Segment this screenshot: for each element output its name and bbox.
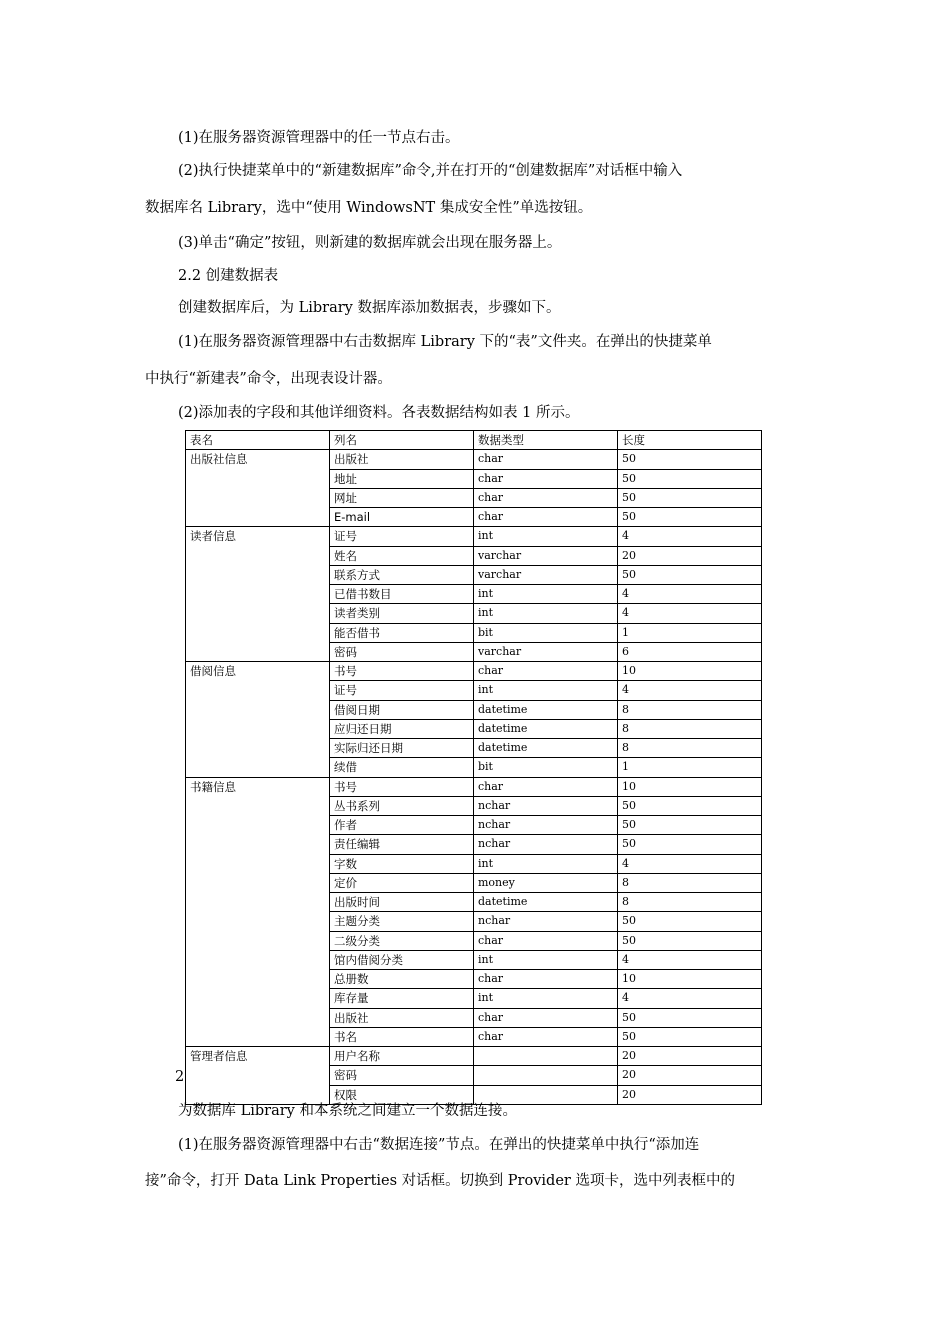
paragraph-connection-step1: (1)在服务器资源管理器中右击“数据连接”节点。在弹出的快捷菜单中执行“添加连 [178,1137,700,1153]
paragraph-create-table-step2: (2)添加表的字段和其他详细资料。各表数据结构如表 1 所示。 [178,405,580,421]
paragraph-step2-continued: 数据库名 Library，选中“使用 WindowsNT 集成安全性”单选按钮。 [145,200,593,216]
data-type-cell: char [474,931,618,950]
length-cell: 50 [618,450,762,469]
column-name-cell: 出版社 [330,1008,474,1027]
length-cell: 20 [618,546,762,565]
data-type-cell: int [474,989,618,1008]
data-type-cell: int [474,585,618,604]
table-row [186,1047,762,1066]
length-cell: 1 [618,623,762,642]
column-name-cell: 总册数 [330,970,474,989]
data-type-cell: char [474,1008,618,1027]
table-row [186,450,762,469]
column-name-cell: 借阅日期 [330,700,474,719]
length-cell: 50 [618,565,762,584]
length-cell: 20 [618,1047,762,1066]
paragraph-connection-step1-continued: 接”命令，打开 Data Link Properties 对话框。切换到 Provider 选项卡，选中列表框中的 [145,1173,735,1189]
schema-table [185,430,762,1105]
table-name-cell: 读者信息 [186,527,330,662]
column-name-cell: 馆内借阅分类 [330,950,474,969]
paragraph-data-connection: 为数据库 Library 和本系统之间建立一个数据连接。 [178,1103,517,1119]
table-row [186,527,762,546]
column-name-cell: E-mail [330,508,474,527]
stray-page-number: 2 [175,1069,185,1085]
length-cell: 50 [618,912,762,931]
data-type-cell: nchar [474,835,618,854]
length-cell: 50 [618,931,762,950]
data-type-cell: nchar [474,796,618,815]
data-type-cell: money [474,873,618,892]
data-type-cell: datetime [474,700,618,719]
column-name-cell: 出版社 [330,450,474,469]
data-type-cell: nchar [474,816,618,835]
length-cell: 4 [618,950,762,969]
column-name-cell: 责任编辑 [330,835,474,854]
length-cell: 4 [618,604,762,623]
length-cell: 20 [618,1085,762,1104]
length-cell: 50 [618,796,762,815]
length-cell: 1 [618,758,762,777]
table-name-cell: 书籍信息 [186,777,330,1047]
column-name-cell: 书号 [330,662,474,681]
column-name-cell: 用户名称 [330,1047,474,1066]
length-cell: 4 [618,681,762,700]
length-cell: 50 [618,488,762,507]
column-name-cell: 读者类别 [330,604,474,623]
table-name-cell: 管理者信息 [186,1047,330,1105]
section-heading-create-table: 2.2 创建数据表 [178,268,279,284]
length-cell: 4 [618,989,762,1008]
length-cell: 20 [618,1066,762,1085]
column-name-cell: 密码 [330,1066,474,1085]
data-type-cell: datetime [474,719,618,738]
length-cell: 8 [618,739,762,758]
length-cell: 8 [618,893,762,912]
column-name-cell: 密码 [330,642,474,661]
paragraph-create-table-intro: 创建数据库后，为 Library 数据库添加数据表，步骤如下。 [178,300,561,316]
length-cell: 8 [618,873,762,892]
column-name-cell: 字数 [330,854,474,873]
data-type-cell: varchar [474,546,618,565]
table-name-cell: 出版社信息 [186,450,330,527]
column-name-cell: 续借 [330,758,474,777]
length-cell: 50 [618,469,762,488]
length-cell: 10 [618,970,762,989]
data-type-cell: int [474,854,618,873]
column-name-cell: 地址 [330,469,474,488]
length-cell: 10 [618,662,762,681]
schema-table-body [186,431,762,1105]
data-type-cell: char [474,1027,618,1046]
length-cell: 50 [618,816,762,835]
data-type-cell: bit [474,758,618,777]
data-type-cell [474,1066,618,1085]
column-name-cell: 出版时间 [330,893,474,912]
data-type-cell: varchar [474,565,618,584]
length-cell: 4 [618,854,762,873]
column-name-cell: 作者 [330,816,474,835]
length-cell: 50 [618,508,762,527]
length-cell: 8 [618,700,762,719]
length-cell: 8 [618,719,762,738]
column-name-cell: 丛书系列 [330,796,474,815]
data-type-cell: int [474,681,618,700]
table-header-row [186,431,762,450]
data-type-cell: int [474,604,618,623]
column-name-cell: 定价 [330,873,474,892]
paragraph-step1-right-click: (1)在服务器资源管理器中的任一节点右击。 [178,130,460,146]
data-type-cell: char [474,450,618,469]
length-cell: 10 [618,777,762,796]
data-type-cell: datetime [474,739,618,758]
paragraph-step3-confirm: (3)单击“确定”按钮，则新建的数据库就会出现在服务器上。 [178,235,562,251]
table-header-cell: 列名 [330,431,474,450]
data-type-cell: int [474,950,618,969]
table-header-cell: 长度 [618,431,762,450]
data-type-cell: int [474,527,618,546]
column-name-cell: 已借书数目 [330,585,474,604]
data-type-cell: char [474,508,618,527]
column-name-cell: 应归还日期 [330,719,474,738]
column-name-cell: 联系方式 [330,565,474,584]
data-type-cell: datetime [474,893,618,912]
length-cell: 6 [618,642,762,661]
length-cell: 50 [618,1027,762,1046]
paragraph-create-table-step1: (1)在服务器资源管理器中右击数据库 Library 下的“表”文件夹。在弹出的快捷菜单 [178,334,712,350]
data-type-cell: char [474,662,618,681]
column-name-cell: 主题分类 [330,912,474,931]
column-name-cell: 书号 [330,777,474,796]
paragraph-create-table-step1-continued: 中执行“新建表”命令，出现表设计器。 [145,371,392,387]
column-name-cell: 书名 [330,1027,474,1046]
length-cell: 4 [618,585,762,604]
column-name-cell: 姓名 [330,546,474,565]
data-type-cell: char [474,488,618,507]
column-name-cell: 证号 [330,681,474,700]
length-cell: 4 [618,527,762,546]
table-row [186,777,762,796]
column-name-cell: 能否借书 [330,623,474,642]
length-cell: 50 [618,1008,762,1027]
table-name-cell: 借阅信息 [186,662,330,778]
column-name-cell: 实际归还日期 [330,739,474,758]
data-type-cell [474,1047,618,1066]
column-name-cell: 权限 [330,1085,474,1104]
paragraph-step2-new-database: (2)执行快捷菜单中的“新建数据库”命令,并在打开的“创建数据库”对话框中输入 [178,163,683,179]
length-cell: 50 [618,835,762,854]
data-type-cell: varchar [474,642,618,661]
table-header-cell: 表名 [186,431,330,450]
table-header-cell: 数据类型 [474,431,618,450]
data-type-cell: char [474,970,618,989]
data-type-cell: char [474,777,618,796]
column-name-cell: 库存量 [330,989,474,1008]
column-name-cell: 网址 [330,488,474,507]
data-type-cell: nchar [474,912,618,931]
table-row [186,662,762,681]
data-type-cell: char [474,469,618,488]
data-type-cell: bit [474,623,618,642]
column-name-cell: 证号 [330,527,474,546]
column-name-cell: 二级分类 [330,931,474,950]
